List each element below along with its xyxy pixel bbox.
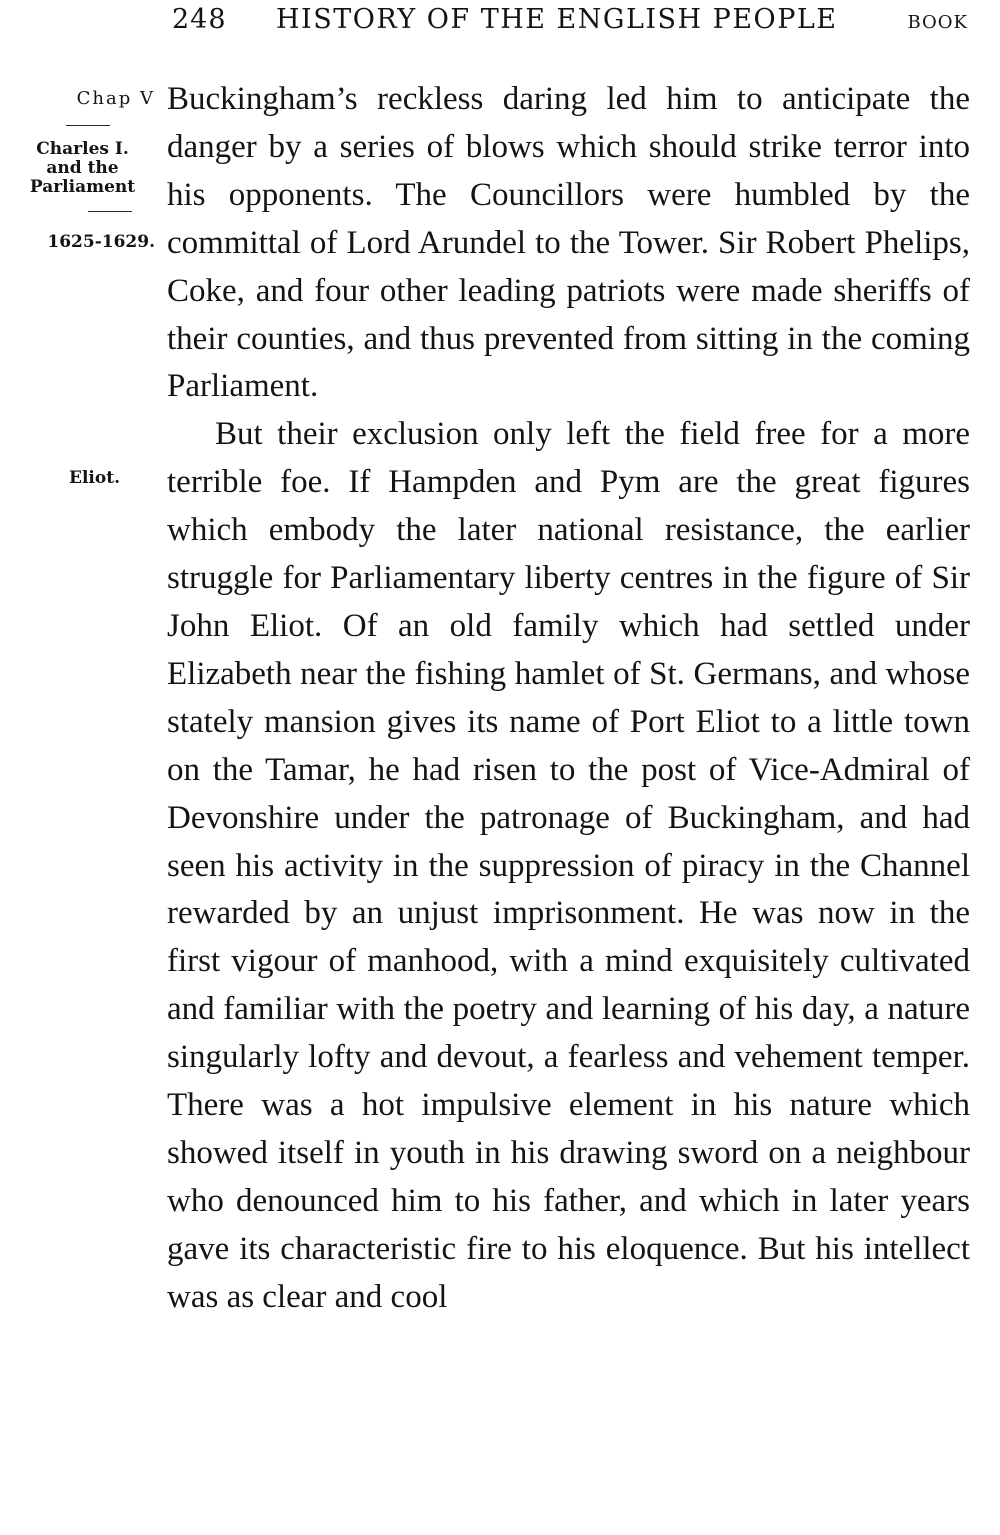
running-title: HISTORY OF THE ENGLISH PEOPLE — [276, 4, 838, 35]
sidenote-divider — [88, 211, 132, 212]
topic-sidenote — [10, 140, 155, 197]
sidenote-divider — [66, 125, 110, 126]
topic-line: Charles I. — [36, 139, 129, 159]
paragraph: Buckingham’s reckless daring led him to anticipate the danger by a series of blows which should strike terror into his opponents. The Councillors were humbled by the committal of Lord Arundel to the Tower. Sir Robert Phelips, Coke, and four other leading patriots were made sheriffs of their counties, and thus prevented from sitting in the coming Parliament. — [167, 81, 970, 405]
chapter-sidenote: Chap V — [76, 88, 155, 109]
running-header — [170, 4, 970, 40]
topic-line: Parliament — [29, 177, 136, 197]
topic-line: and the — [46, 158, 119, 178]
paragraph: But their exclusion only left the field free for a more terrible foe. If Hampden and Pym are the great figures which embody the later national resistance, the earlier struggle for Parliamentary liberty centres in the figure of Sir John Eliot. Of an old family which had settled under Elizabeth near the fishing hamlet of St. Germans, and whose stately mansion gives its name of Port Eliot to a little town on the Tamar, he had risen to the post of Vice-Admiral of Devonshire under the patronage of Buckingham, and had seen his activity in the suppression of piracy in the Channel rewarded by an unjust imprisonment. He was now in the first vigour of manhood, with a mind exquisitely cultivated and familiar with the poetry and learning of his day, a nature singularly lofty and devout, a fearless and vehement temper. There was a hot impulsive element in his nature which showed itself in youth in his drawing sword on a neighbour who denounced him to his father, and which in later years gave its characteristic fire to his eloquence. But his intellect was as clear and cool — [167, 416, 970, 1315]
body-text — [167, 76, 970, 1322]
eliot-sidenote: Eliot. — [69, 468, 120, 488]
page-number: 248 — [172, 4, 227, 35]
dates-sidenote: 1625-1629. — [47, 232, 155, 252]
book-label: BOOK — [907, 12, 968, 33]
